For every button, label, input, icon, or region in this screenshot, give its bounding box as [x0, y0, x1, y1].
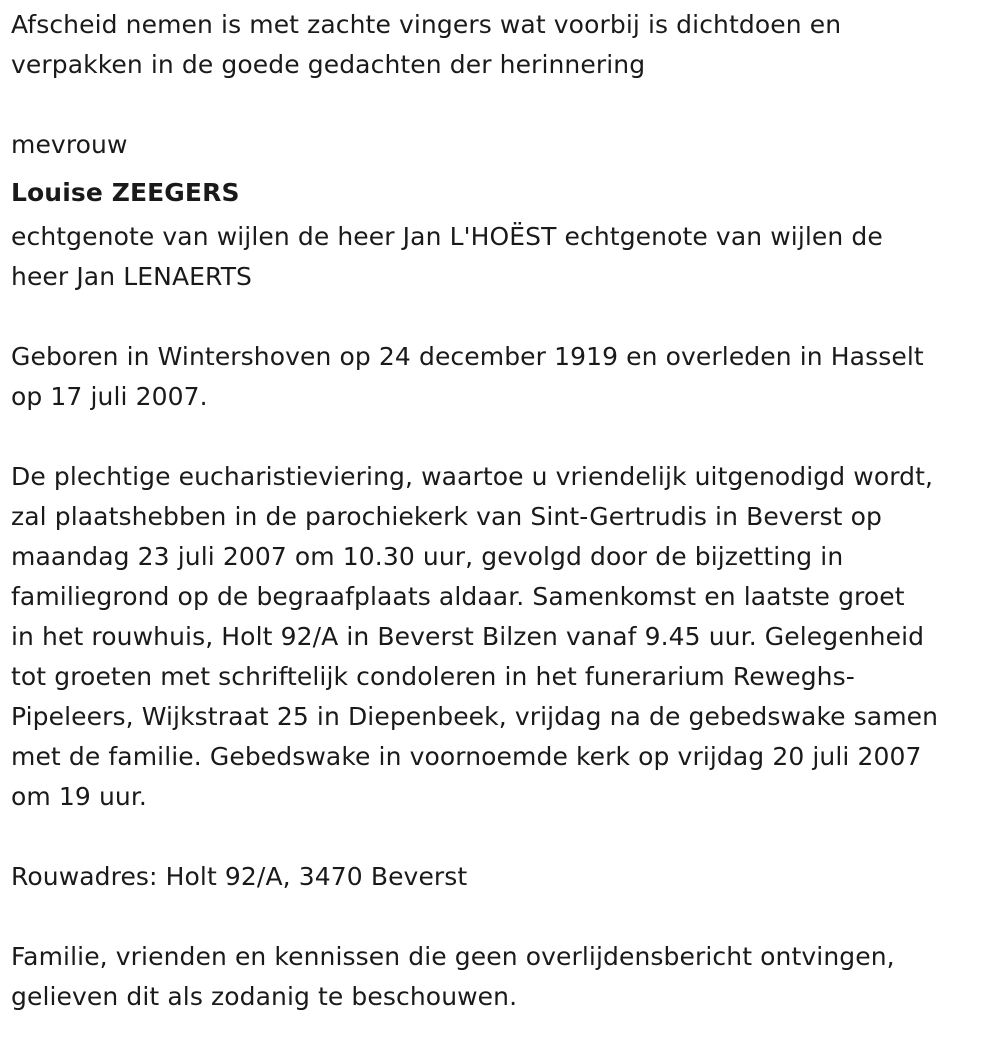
- spouse-info: echtgenote van wijlen de heer Jan L'HOËST echtgenote van wijlen de heer Jan LENAERTS: [11, 222, 883, 291]
- ceremony-info: De plechtige eucharistieviering, waartoe u vriendelijk uitgenodigd wordt, zal plaatshebben in de parochiekerk van Sint-Gertrudis in Beverst op maandag 23 juli 2007 om 10.30 uur, gevolgd door de bijzetting in familiegrond op de begraafplaats aldaar. Samenkomst en laatste groet in het rouwhuis, Holt 92/A in Beverst Bilzen vanaf 9.45 uur. Gelegenheid tot groeten met schriftelijk condoleren in het funerarium Reweghs- Pipeleers, Wijkstraat 25 in Diepenbeek, vrijdag na de gebedswake samen met de familie. Gebedswake in voornoemde kerk op vrijdag 20 juli 2007 om 19 uur.: [11, 462, 939, 811]
- birth-death-info: Geboren in Wintershoven op 24 december 1919 en overleden in Hasselt op 17 juli 2007.: [11, 342, 924, 411]
- mourning-address: Rouwadres: Holt 92/A, 3470 Beverst: [11, 862, 468, 891]
- epigraph: Afscheid nemen is met zachte vingers wat voorbij is dichtdoen en verpakken in de goede gedachten der herinnering: [11, 10, 842, 79]
- closing-note: Familie, vrienden en kennissen die geen overlijdensbericht ontvingen, gelieven dit als zodanig te beschouwen.: [11, 942, 895, 1011]
- salutation: mevrouw: [11, 130, 128, 159]
- obituary-notice: [11, 5, 989, 1017]
- deceased-name: Louise ZEEGERS: [11, 178, 240, 207]
